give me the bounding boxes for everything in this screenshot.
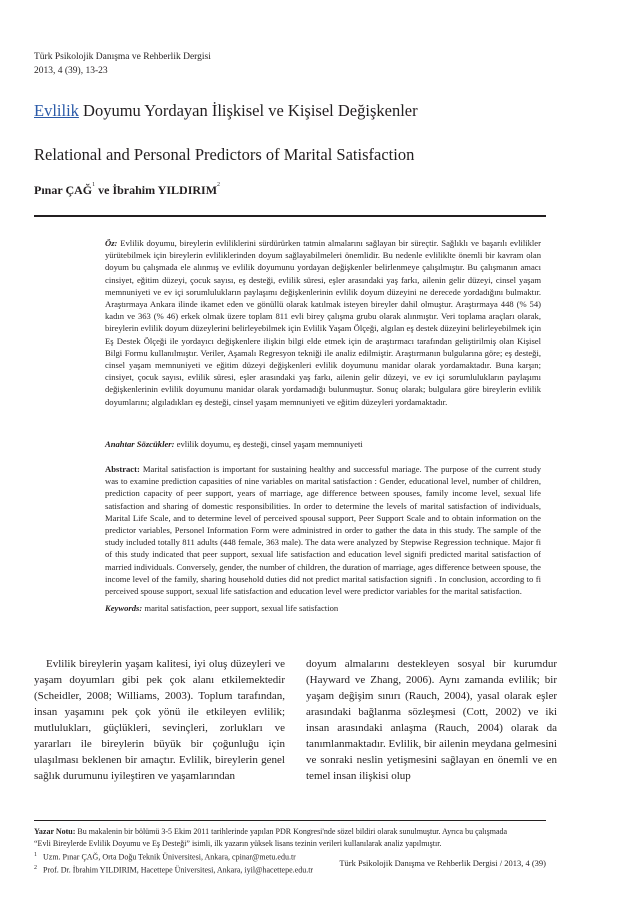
- keywords-english: [105, 602, 541, 614]
- author-note-continued: “Evli Bireylerde Evlilik Doyumu ve Eş Desteği” isimli, ilk yazarın yüksek lisans tezinin verileri kullanılarak analiz yapılmıştır.: [34, 838, 442, 848]
- body-left-paragraph: Evlilik bireylerin yaşam kalitesi, iyi oluş düzeyleri ve yaşam doyumları gibi pek çok alanı etkilemektedir (Scheidler, 2008; Williams, 2003). Toplum tarafından, insan yaşamını pek çok yönü ile etkileyen evlilik; mutlulukları, güçlükleri, sevinçleri, zorlukları ve yararları ile bireylerin büyük bir çoğunluğu için ulaşılması beklenen bir amaçtır. Evlilik, bireylerin genel sağlık durumunu iyileştiren ve yaşamlarından: [34, 658, 285, 782]
- keywords-turkish-label: Anahtar Sözcükler:: [105, 439, 175, 449]
- title-english: Relational and Personal Predictors of Marital Satisfaction: [34, 145, 415, 164]
- authors: [34, 183, 220, 198]
- author-connector: ve: [95, 183, 113, 197]
- footnote-divider: [34, 820, 546, 821]
- keywords-english-label: Keywords:: [105, 603, 143, 613]
- footnote-2-text: Prof. Dr. İbrahim YILDIRIM, Hacettepe Üniversitesi, Ankara, iyil@hacettepe.edu.tr: [43, 865, 314, 875]
- abstract-english-label: Abstract:: [105, 464, 140, 474]
- author-1-footnote-mark: 1: [92, 182, 96, 188]
- author-note-label: Yazar Notu:: [34, 827, 76, 836]
- title-turkish: [34, 101, 418, 121]
- body-column-left: [34, 656, 285, 784]
- journal-issue: 2013, 4 (39), 13-23: [34, 66, 108, 76]
- abstract-turkish-label: Öz:: [105, 238, 118, 248]
- abstract-turkish-text: Evlilik doyumu, bireylerin evliliklerini sürdürürken tatmin almalarını sağlayan bir süreçtir. Sağlıklı ve başarılı evlilikler yürütebilmek için bireylerin evliliklerinden doyum sağlayabilmeleri önemlidir. Bu nedenle evliliklte önemli bir kavram olan doyum bu çalışmada ele alınmış ve evlilik doyumunu yordayan değişkenler belirlenmeye çalışılmıştır. Bu çalışmanın amacı cinsiyet, eğitim düzeyi, çocuk sayısı, eş desteği, evlilik süresi, eşler arasındaki yaş farkı, ailenin gelir düzeyi, cinsel yaşam memnuniyeti ve ev içi sorumlulukların paylaşımı değişkenlerinin evlilik doyum düzeyini ne derecede yordadığını bulmaktır. Araştırmaya Ankara ilinde ikamet eden ve gönüllü olarak katılmak isteyen bireyler dahil olmuştur. Araştırmaya 448 (% 54) kadın ve 363 (% 46) erkek olmak üzere toplam 811 evli birey çalışma grubu olarak alınmıştır. Veri toplama araçları olarak, bireylerin evlilik doyum düzeylerini belirleyebilmek için Evlilik Yaşam Ölçeği, algılan eş destek düzeyini belirleyebilmek için Eş Destek Ölçeği ile yordayıcı değişkenlere ilişkin bilgi elde etmek için de araştırmacı tarafından geliştirilmiş olan Kişisel Bilgi Formu kullanılmıştır. Veriler, Aşamalı Regresyon tekniği ile analiz edilmiştir. Araştırmanın bulgularına göre; eş desteği, cinsel yaşam memnuniyeti ve eğitim düzeyi değişkenleri evlilik doyumunu manidar olarak yordamaktadır. Buna karşın; cinsiyet, çocuk sayısı, evlilik süresi, eşler arasındaki yaş farkı, ailenin gelir düzeyi, ve ev içi sorumlulukların paylaşımı değişkenlerinin evlilik doyumunu manidar olarak yordamadığı bulunmuştur. Sonuç olarak; bulgulara göre bireylerin evlilik doyumlarını; algıladıkları eş desteği, cinsel yaşam memnuniyeti ve eğitim düzeyleri yordamaktadır.: [105, 238, 541, 407]
- author-note-text: Bu makalenin bir bölümü 3-5 Ekim 2011 tarihlerinde yapılan PDR Kongresi'nde sözel bildiri olarak sunulmuştur. Ayrıca bu çalışmada: [75, 827, 508, 836]
- keywords-turkish-text: evlilik doyumu, eş desteği, cinsel yaşam memnuniyeti: [174, 439, 363, 449]
- journal-name: Türk Psikolojik Danışma ve Rehberlik Dergisi: [34, 52, 211, 62]
- footnote-1-text: Uzm. Pınar ÇAĞ, Orta Doğu Teknik Üniversitesi, Ankara, cpinar@metu.edu.tr: [43, 852, 296, 862]
- abstract-english-text: Marital satisfaction is important for sustaining healthy and successful mariage. The purpose of the current study was to examine prediction capasities of nine variables on marital satisfaction : Gender, educational level, number of children, prediction capacity of peer support, years of marriage, age difference between spouses, family income level, sexual life satisfaction and sharing of domestic responsibilities. In order to determine the levels of marital satisfaction of individuals, Marital Life Scale, and to determine level of perceived spousal support, Peer Support Scale and to obtain information on the predictor variables, Personel Information Form were administred in order to gather the data in this study. The sample of the study included totally 811 adults (448 female, 363 male). The data were analyzed by Stepwise Regression technique. Major fi of this study indicated that peer support, sexual life satisfaction and education level signifi predicted marital satisfaction of married individuals. Conversely, gender, the number of children, the duration of marriage, ages difference between spouse, the income level of the family, sharing household duties did not predict marital satisfaction signifi . In conclusion, according to fi perceived spouse support, sexual life satisfaction and education level were predictor variables for the marital satisfaction.: [105, 464, 541, 597]
- body-right-paragraph: doyum almalarını destekleyen sosyal bir kurumdur (Hayward ve Zhang, 2006). Aynı zamanda evlilik; bir yaşam değişim sınırı (Rauch, 2004), yasal olarak eşler arasındaki bağlanma sözleşmesi (Cott, 2002) ve iki insan arasındaki anlaşma (Rauch, 2004) olarak da tanımlanmaktadır. Evlilik, bir ailenin meydana gelmesini ve sonraki neslin yetişmesini sağlayan en önemli ve en temel insan ilişkisi olup: [306, 658, 557, 782]
- abstract-english: [105, 463, 541, 597]
- title-keyword-link[interactable]: Evlilik: [34, 101, 79, 120]
- keywords-english-text: marital satisfaction, peer support, sexual life satisfaction: [142, 603, 339, 613]
- header-divider: [34, 215, 546, 217]
- author-2: İbrahim YILDIRIM: [112, 183, 218, 197]
- author-2-footnote-mark: 2: [217, 182, 221, 188]
- author-note: [34, 826, 546, 838]
- body-column-right: [306, 656, 557, 784]
- journal-header: [34, 50, 211, 78]
- author-1: Pınar ÇAĞ: [34, 183, 93, 197]
- footnotes: [34, 826, 546, 877]
- title-turkish-rest: Doyumu Yordayan İlişkisel ve Kişisel Değişkenler: [78, 101, 418, 120]
- keywords-turkish: [105, 438, 541, 450]
- footnote-1-number: 1: [34, 851, 37, 858]
- page-footer: Türk Psikolojik Danışma ve Rehberlik Dergisi / 2013, 4 (39): [339, 858, 546, 868]
- footnote-2-number: 2: [34, 865, 37, 872]
- abstract-turkish: [105, 237, 541, 408]
